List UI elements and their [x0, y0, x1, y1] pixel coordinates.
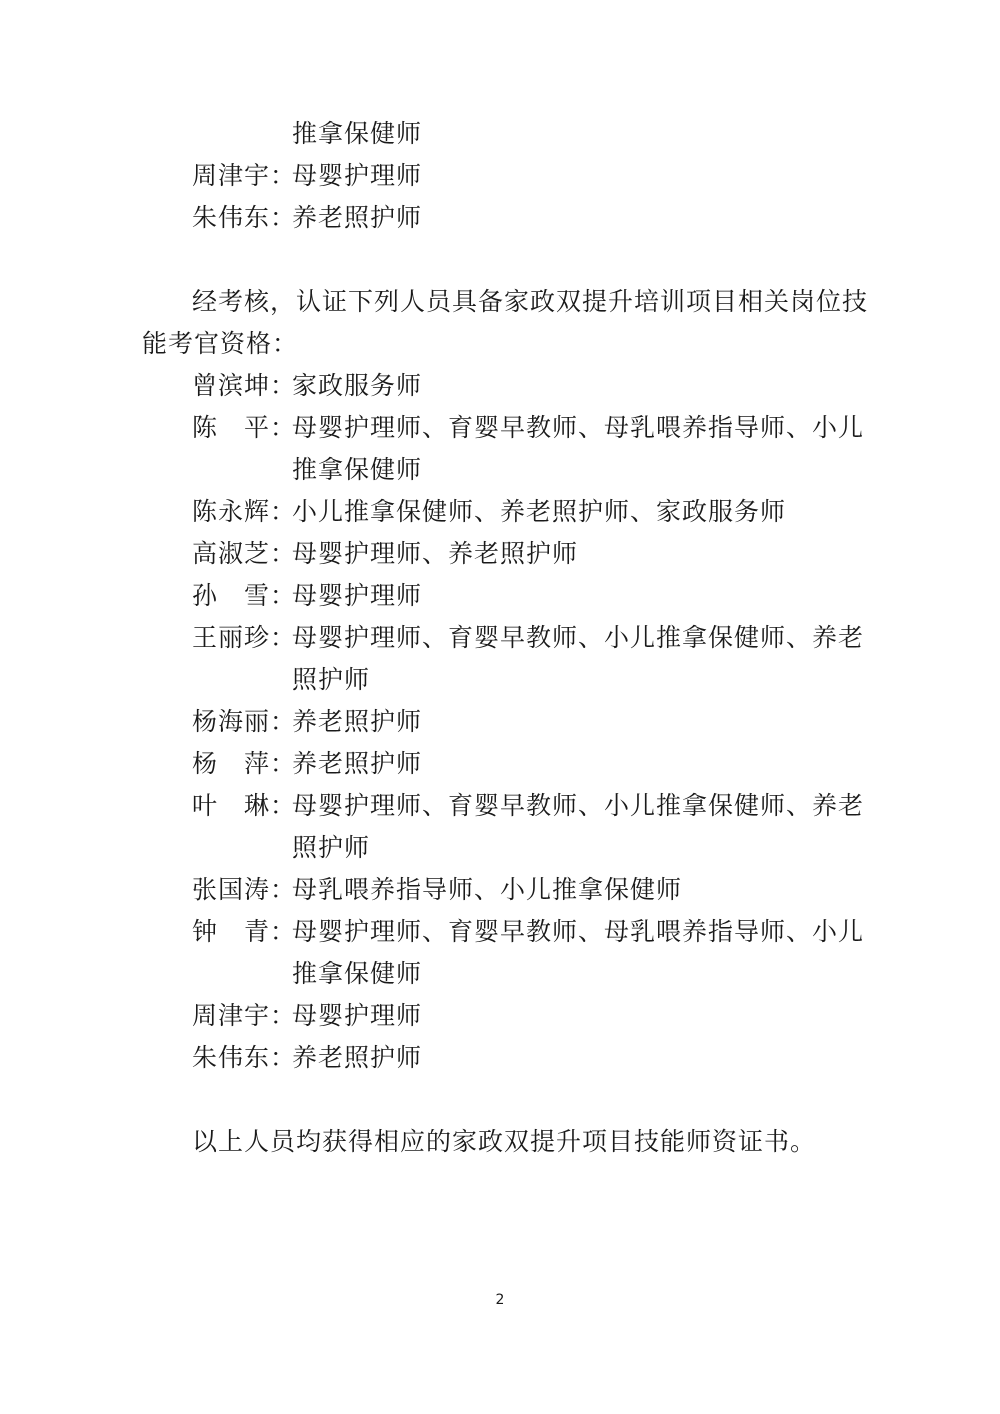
list-item [192, 916, 872, 958]
list-item [192, 580, 872, 622]
person-name: 朱伟东： [192, 1043, 297, 1072]
list-item-continuation [192, 958, 872, 1000]
person-roles: 照护师 [292, 665, 371, 694]
person-roles: 小儿推拿保健师、养老照护师、家政服务师 [292, 497, 787, 526]
list-item-continuation [192, 664, 872, 706]
conclusion-paragraph: 以上人员均获得相应的家政双提升项目技能师资证书。 [192, 1127, 817, 1156]
examiner-list [192, 370, 872, 1084]
list-item-continuation [192, 832, 872, 874]
list-item [192, 160, 872, 202]
list-item [192, 874, 872, 916]
person-roles: 推拿保健师 [292, 455, 423, 484]
list-item [192, 748, 872, 790]
person-name: 高淑芝： [192, 539, 297, 568]
person-roles: 母婴护理师、育婴早教师、小儿推拿保健师、养老 [292, 623, 865, 652]
person-name: 周津宇： [192, 1001, 297, 1030]
intro-paragraph-line-1: 经考核，认证下列人员具备家政双提升培训项目相关岗位技 [192, 287, 869, 316]
person-roles: 母婴护理师 [292, 581, 423, 610]
continuation-line: 推拿保健师 [292, 119, 423, 148]
person-roles: 母婴护理师 [292, 161, 423, 190]
person-name: 曾滨坤： [192, 371, 297, 400]
person-roles: 母婴护理师、育婴早教师、母乳喂养指导师、小儿 [292, 917, 865, 946]
list-item [192, 790, 872, 832]
person-name: 钟 青： [192, 917, 297, 946]
continuation-entry-list [192, 160, 872, 244]
person-name: 陈 平： [192, 413, 297, 442]
list-item [192, 622, 872, 664]
person-roles: 母婴护理师 [292, 1001, 423, 1030]
person-name: 孙 雪： [192, 581, 297, 610]
list-item [192, 1000, 872, 1042]
person-name: 周津宇： [192, 161, 297, 190]
person-name: 朱伟东： [192, 203, 297, 232]
person-roles: 家政服务师 [292, 371, 423, 400]
list-item [192, 706, 872, 748]
intro-paragraph-line-2: 能考官资格： [142, 329, 299, 358]
person-roles: 养老照护师 [292, 203, 423, 232]
person-roles: 养老照护师 [292, 749, 423, 778]
list-item [192, 412, 872, 454]
person-roles: 母婴护理师、育婴早教师、小儿推拿保健师、养老 [292, 791, 865, 820]
list-item [192, 370, 872, 412]
person-name: 叶 琳： [192, 791, 297, 820]
person-name: 杨海丽： [192, 707, 297, 736]
list-item [192, 202, 872, 244]
person-roles: 母乳喂养指导师、小儿推拿保健师 [292, 875, 683, 904]
list-item [192, 496, 872, 538]
person-name: 张国涛： [192, 875, 297, 904]
person-roles: 母婴护理师、育婴早教师、母乳喂养指导师、小儿 [292, 413, 865, 442]
person-roles: 母婴护理师、养老照护师 [292, 539, 579, 568]
person-roles: 照护师 [292, 833, 371, 862]
list-item [192, 1042, 872, 1084]
list-item-continuation [192, 454, 872, 496]
person-name: 陈永辉： [192, 497, 297, 526]
person-name: 王丽珍： [192, 623, 297, 652]
person-roles: 养老照护师 [292, 707, 423, 736]
page-number: 2 [495, 1292, 505, 1308]
person-name: 杨 萍： [192, 749, 297, 778]
list-item [192, 538, 872, 580]
person-roles: 推拿保健师 [292, 959, 423, 988]
person-roles: 养老照护师 [292, 1043, 423, 1072]
